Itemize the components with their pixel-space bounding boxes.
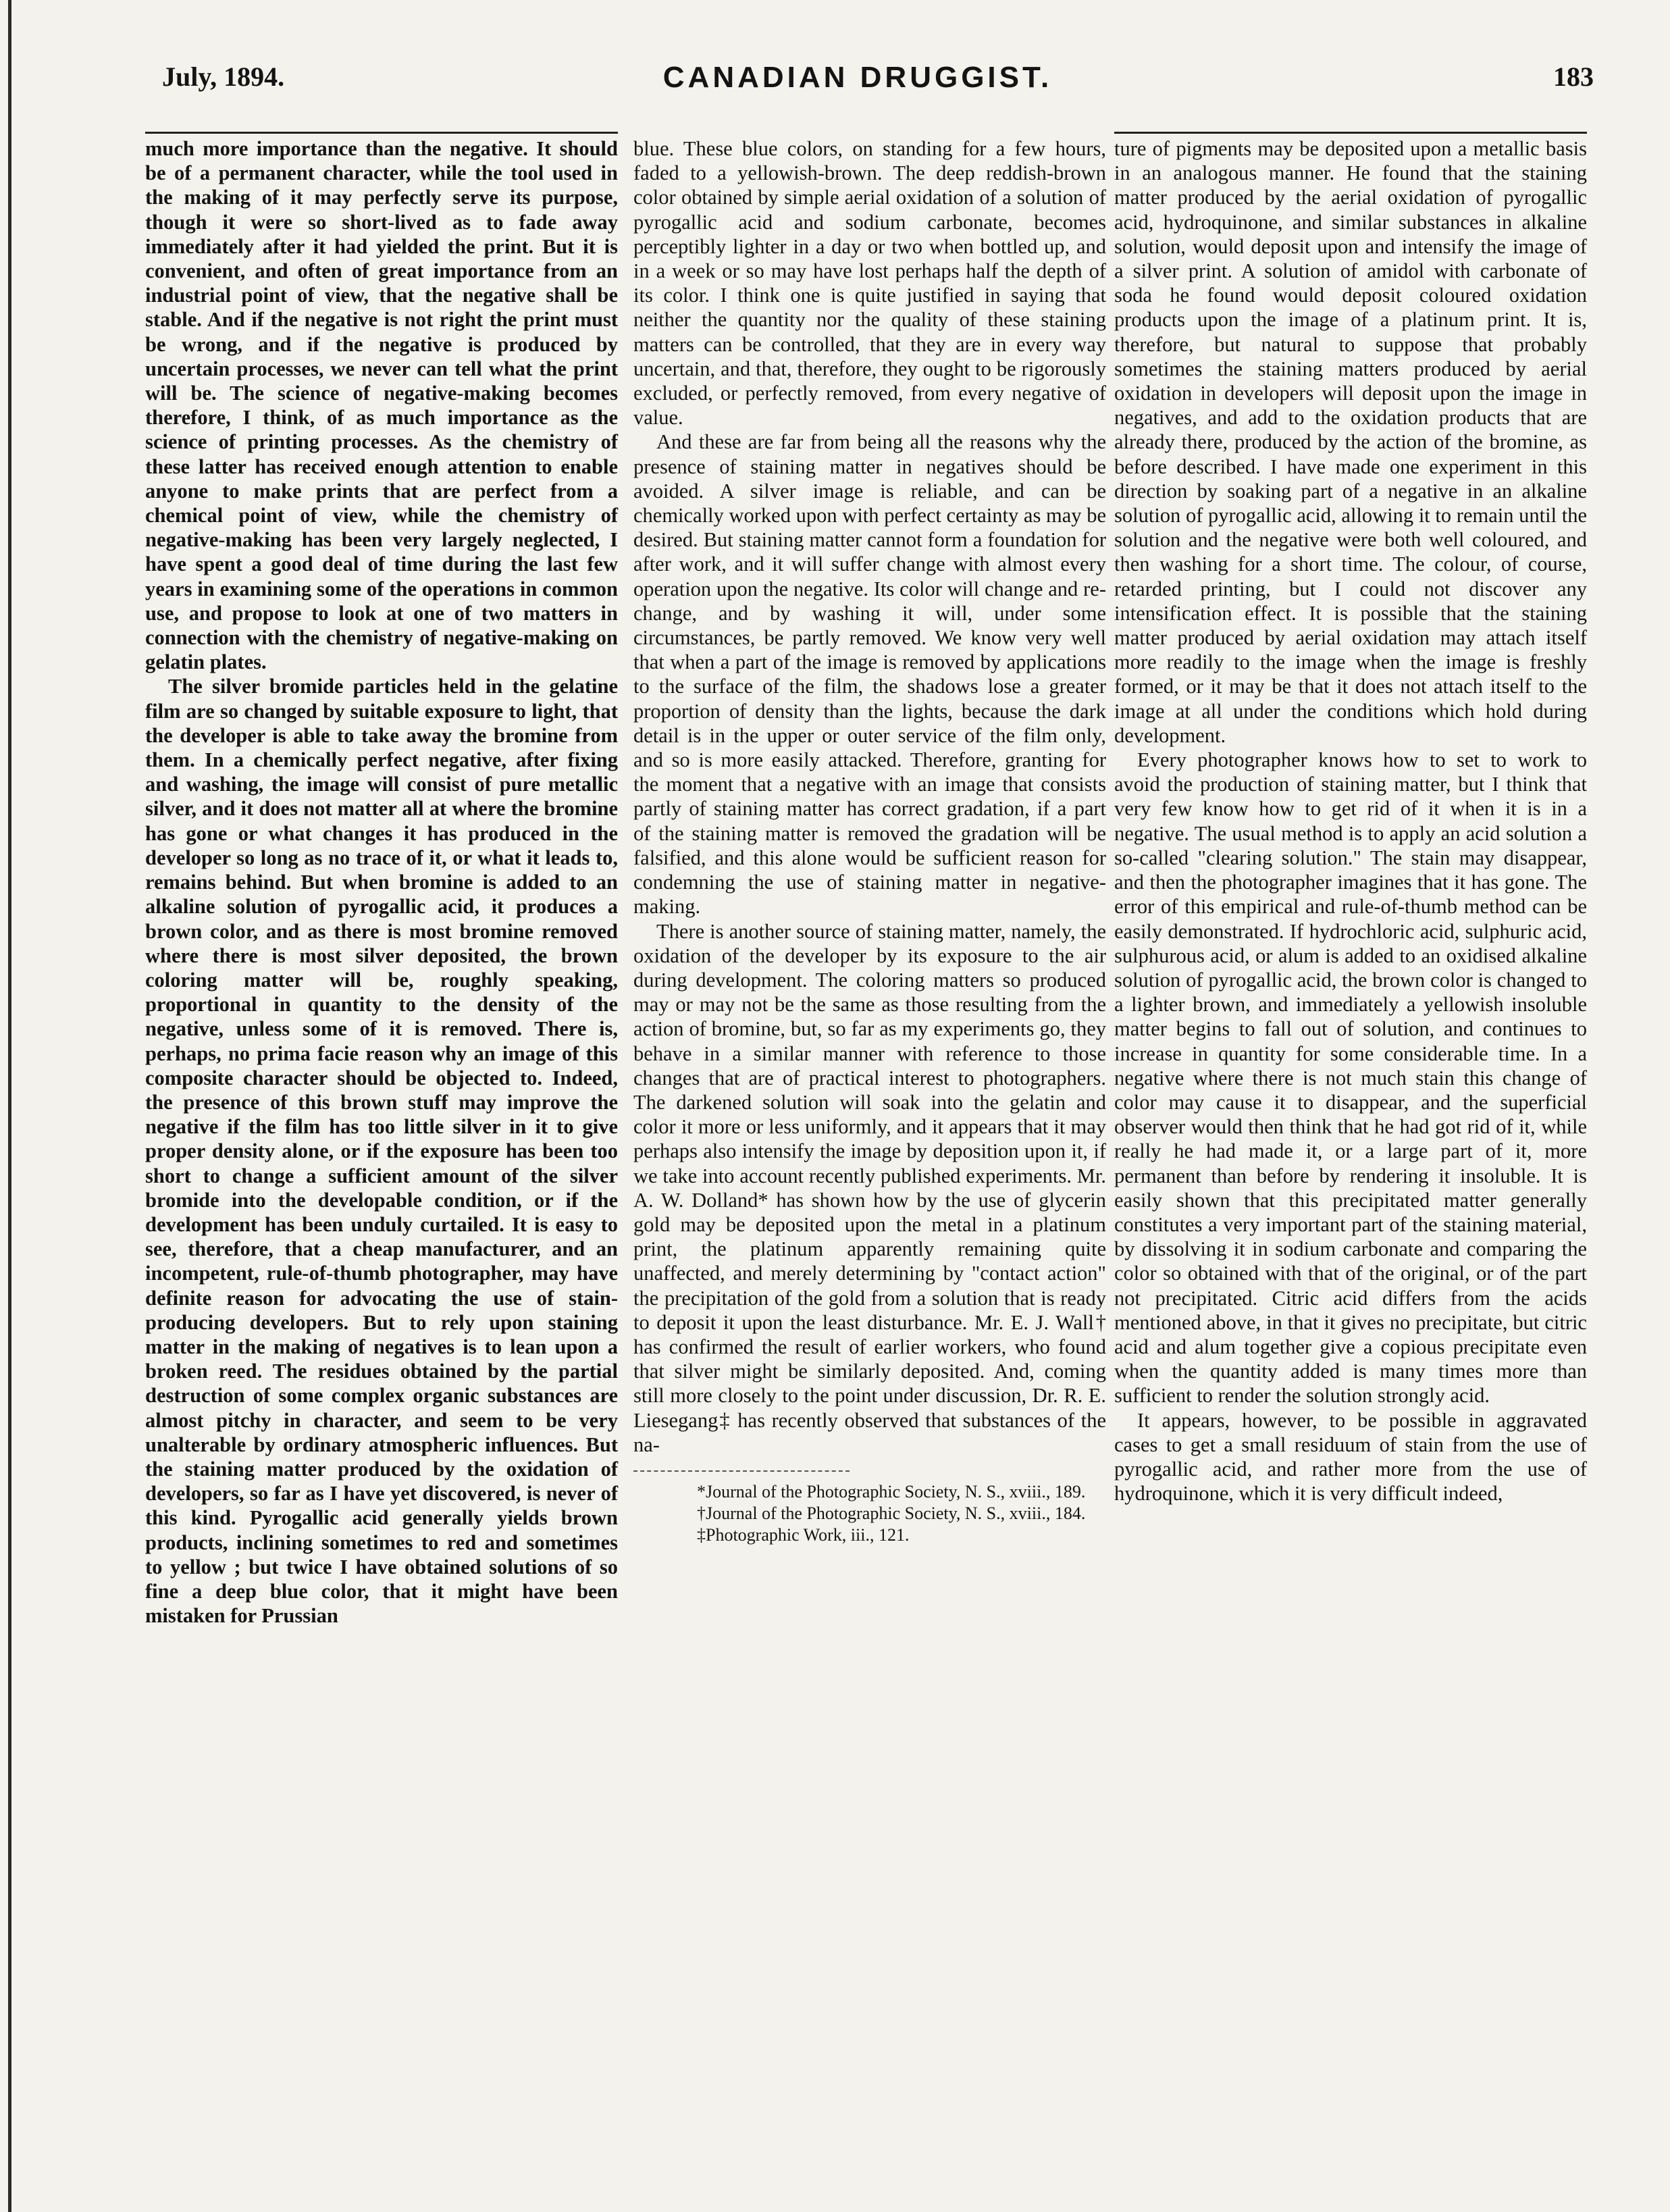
footnote: ‡Photographic Work, iii., 121. bbox=[697, 1524, 910, 1545]
paragraph: And these are far from being all the reasons why the presence of staining matter in negatives should be avoided. A silver image is reliable, and can be chemically worked upon with perfect certainty as may be desired. But staining matter cannot form a foundation for after work, and it will suffer change with almost every operation upon the negative. Its color will change and re-change, and by washing it will, under some circumstances, be partly removed. We know very well that when a part of the image is removed by applications to the surface of the film, the shadows lose a greater proportion of density than the lights, because the dark detail is in the upper or outer service of the film only, and so is more easily attacked. Therefore, granting for the moment that a negative with an image that consists partly of staining matter has correct gradation, if a part of the staining matter is removed the gradation will be falsified, and this alone would be sufficient reason for condemning the use of staining matter in negative-making. bbox=[633, 430, 1106, 919]
header-date: July, 1894. bbox=[162, 61, 285, 92]
paragraph: much more importance than the negative. It should be of a permanent character, while the tool used in the making of it may perfectly serve its purpose, though it were so short-lived as to fade away immediately after it had yielded the print. But it is convenient, and often of great importance from an industrial point of view, that the negative shall be stable. And if the negative is not right the print must be wrong, and if the negative is produced by uncertain processes, we never can tell what the print will be. The science of negative-making becomes therefore, I think, of as much importance as the science of printing processes. As the chemistry of these latter has received enough attention to enable anyone to make prints that are perfect from a chemical point of view, while the chemistry of negative-making has been very largely neglected, I have spent a good deal of time during the last few years in examining some of the operations in common use, and propose to look at one of two matters in connection with the chemistry of negative-making on gelatin plates. bbox=[145, 137, 618, 674]
paragraph: ture of pigments may be deposited upon a metallic basis in an analogous manner. He found that the staining matter produced by the aerial oxidation of pyrogallic acid, hydroquinone, and similar substances in alkaline solution, would deposit upon and intensify the image of a silver print. A solution of amidol with carbonate of soda he found would deposit coloured oxidation products upon the image of a platinum print. It is, therefore, but natural to suppose that probably sometimes the staining matters produced by aerial oxidation in developers will deposit upon the image in negatives, and add to the oxidation products that are already there, produced by the action of the bromine, as before described. I have made one experiment in this direction by soaking part of a negative in an alkaline solution of pyrogallic acid, allowing it to remain until the solution and the negative were both well coloured, and then washing for a short time. The colour, of course, retarded printing, but I could not discover any intensification effect. It is possible that the staining matter produced by aerial oxidation may attach itself more readily to the image when the image is freshly formed, or it may be that it does not attach itself to the image at all under the conditions which hold during development. bbox=[1114, 137, 1587, 747]
binding-edge bbox=[8, 0, 11, 2212]
column-3 bbox=[1114, 132, 1587, 1506]
paragraph: Every photographer knows how to set to work to avoid the production of staining matter, but I think that very few know how to get rid of it when it is in a negative. The usual method is to apply an acid solution a so-called "clearing solution." The stain may disappear, and then the photographer imagines that it has gone. The error of this empirical and rule-of-thumb method can be easily demonstrated. If hydrochloric acid, sulphuric acid, sulphurous acid, or alum is added to an oxidised alkaline solution of pyrogallic acid, the brown color is changed to a lighter brown, and immediately a yellowish insoluble matter begins to fall out of solution, and continues to increase in quantity for some considerable time. In a negative where there is not much stain this change of color may cause it to disappear, and the superficial observer would then think that he had got rid of it, while really he had made it, or a large part of it, more permanent than before by rendering it insoluble. It is easily shown that this precipitated matter generally constitutes a very important part of the staining material, by dissolving it in sodium carbonate and comparing the color so obtained with that of the original, or of the part not precipitated. Citric acid differs from the acids mentioned above, in that it gives no precipitate, but citric acid and alum together give a copious precipitate even when the quantity added is many times more than sufficient to render the solution strongly acid. bbox=[1114, 748, 1587, 1408]
paragraph: The silver bromide particles held in the gelatine film are so changed by suitable exposure to light, that the developer is able to take away the bromine from them. In a chemically perfect negative, after fixing and washing, the image will consist of pure metallic silver, and it does not matter all at where the bromine has gone or what changes it has produced in the developer so long as no trace of it, or what it leads to, remains behind. But when bromine is added to an alkaline solution of pyrogallic acid, it produces a brown color, and as there is most bromine removed where there is most silver deposited, the brown coloring matter will be, roughly speaking, proportional in quantity to the density of the negative, unless some of it is removed. There is, perhaps, no prima facie reason why an image of this composite character should be objected to. Indeed, the presence of this brown stuff may improve the negative if the film has too little silver in it to give proper density alone, or if the exposure has been too short to change a sufficient amount of the silver bromide into the developable condition, or if the development has been unduly curtailed. It is easy to see, therefore, that a cheap manufacturer, and an incompetent, rule-of-thumb photographer, may have definite reason for advocating the use of stain-producing developers. But to rely upon staining matter in the making of negatives is to lean upon a broken reed. The residues obtained by the partial destruction of some complex organic substances are almost pitchy in character, and seem to be very unalterable by ordinary atmospheric influences. But the staining matter produced by the oxidation of developers, so far as I have yet discovered, is never of this kind. Pyrogallic acid generally yields brown products, inclining sometimes to red and sometimes to yellow ; but twice I have obtained solutions of so fine a deep blue color, that it might have been mistaken for Prussian bbox=[145, 675, 618, 1628]
column-1 bbox=[145, 132, 618, 1628]
header-title: CANADIAN DRUGGIST. bbox=[662, 61, 1053, 94]
footnote: *Journal of the Photographic Society, N. S., xviii., 189. bbox=[697, 1481, 1086, 1501]
footnote: †Journal of the Photographic Society, N. S., xviii., 184. bbox=[697, 1503, 1086, 1523]
paragraph: There is another source of staining matter, namely, the oxidation of the developer by its exposure to the air during development. The coloring matters so produced may or may not be the same as those resulting from the action of bromine, but, so far as my experiments go, they behave in a similar manner with reference to those changes that are of practical interest to photographers. The darkened solution will soak into the gelatin and color it more or less uniformly, and it appears that it may perhaps also intensify the image by deposition upon it, if we take into account recently published experiments. Mr. A. W. Dolland* has shown how by the use of glycerin gold may be deposited upon the metal in a platinum print, the platinum apparently remaining quite unaffected, and merely determining by "contact action" the precipitation of the gold from a solution that is ready to deposit it upon the least disturbance. Mr. E. J. Wall† has confirmed the result of earlier workers, who found that silver might be similarly deposited. And, coming still more closely to the point under discussion, Dr. R. E. Liesegang‡ has recently observed that substances of the na- bbox=[633, 919, 1106, 1456]
footnote-divider bbox=[633, 1470, 850, 1472]
page-header bbox=[122, 61, 1594, 101]
paragraph: blue. These blue colors, on standing for a few hours, faded to a yellowish-brown. The deep reddish-brown color obtained by simple aerial oxidation of a solution of pyrogallic acid and sodium carbonate, becomes perceptibly lighter in a day or two when bottled up, and in a week or so may have lost perhaps half the depth of its color. I think one is quite justified in saying that neither the quantity nor the quality of these staining matters can be controlled, that they are in every way uncertain, and that, therefore, they ought to be rigorously excluded, or perfectly removed, from every negative of value. bbox=[633, 137, 1106, 430]
column-2 bbox=[633, 132, 1106, 1546]
paragraph: It appears, however, to be possible in aggravated cases to get a small residuum of stain from the use of pyrogallic acid, and rather more from the use of hydroquinone, which it is very difficult indeed, bbox=[1114, 1408, 1587, 1506]
header-page-number: 183 bbox=[1553, 61, 1594, 92]
